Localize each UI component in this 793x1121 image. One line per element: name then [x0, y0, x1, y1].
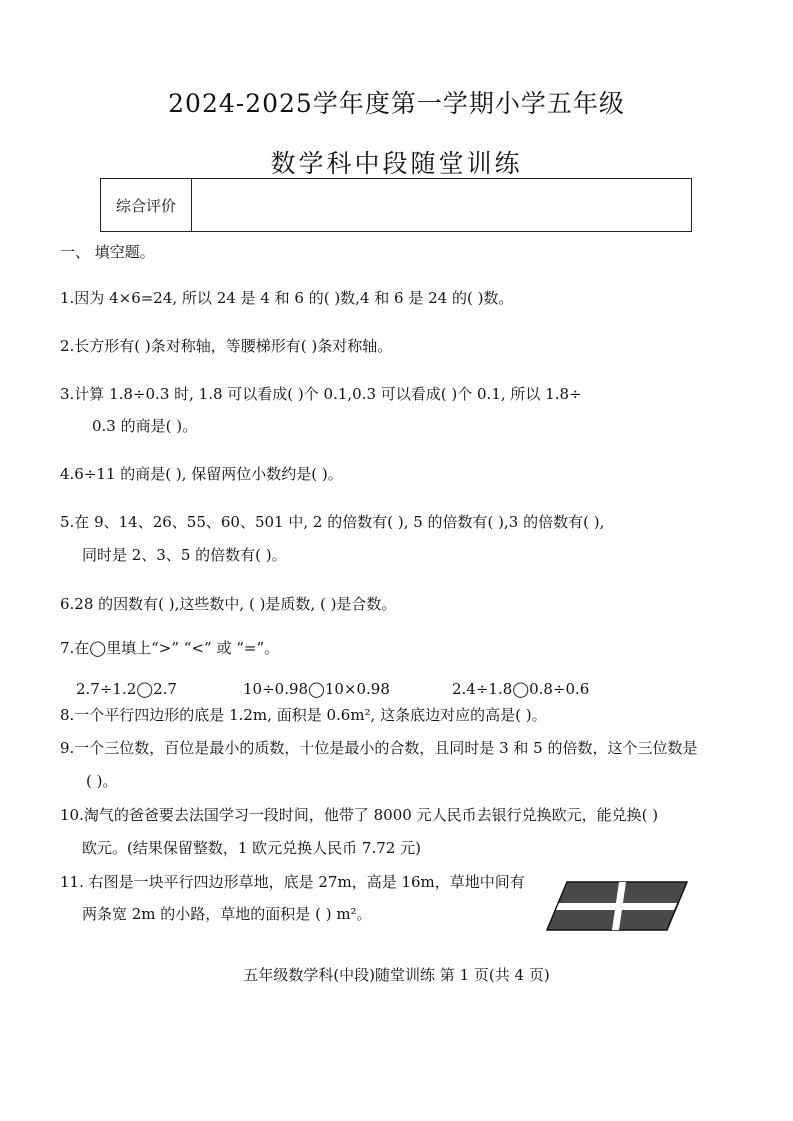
question-1-line-1: 1.因为 4×6=24, 所以 24 是 4 和 6 的( )数,4 和 6 是 24 的( )数。 [60, 289, 514, 307]
comparison-3: 2.4÷1.8◯0.8÷0.6 [452, 680, 590, 698]
comparison-1: 2.7÷1.2◯2.7 [76, 680, 177, 698]
evaluation-value-cell[interactable] [192, 179, 691, 231]
question-5-line-2: 同时是 2、3、5 的倍数有( )。 [82, 546, 287, 564]
question-3-line-1: 3.计算 1.8÷0.3 时, 1.8 可以看成( )个 0.1,0.3 可以看成( )个 0.1, 所以 1.8÷ [60, 385, 582, 403]
question-6-line-1: 6.28 的因数有( ),这些数中, ( )是质数, ( )是合数。 [60, 595, 397, 613]
page-footer: 五年级数学科(中段)随堂训练 第 1 页(共 4 页) [243, 966, 550, 984]
question-9-line-2: ( )。 [86, 772, 118, 790]
question-5-line-1: 5.在 9、14、26、55、60、501 中, 2 的倍数有( ), 5 的倍数有( ),3 的倍数有( ), [60, 513, 605, 531]
question-3-line-2: 0.3 的商是( )。 [92, 417, 198, 435]
question-8-line-1: 8.一个平行四边形的底是 1.2m, 面积是 0.6m², 这条底边对应的高是( )。 [60, 706, 547, 724]
evaluation-label: 综合评价 [101, 179, 192, 231]
question-2-line-1: 2.长方形有( )条对称轴，等腰梯形有( )条对称轴。 [60, 337, 393, 355]
section-heading: 一、 填空题。 [60, 243, 155, 261]
question-10-line-1: 10.淘气的爸爸要去法国学习一段时间，他带了 8000 元人民币去银行兑换欧元，能兑换( ) [60, 806, 659, 824]
question-4-line-1: 4.6÷11 的商是( ), 保留两位小数约是( )。 [60, 465, 343, 483]
comparison-2: 10÷0.98◯10×0.98 [243, 680, 390, 698]
question-10-line-2: 欧元。(结果保留整数，1 欧元兑换人民币 7.72 元) [82, 839, 421, 857]
question-7-line-1: 7.在◯里填上“>” “<” 或 “=”。 [60, 639, 280, 657]
question-11-line-2: 两条宽 2m 的小路，草地的面积是 ( ) m²。 [82, 905, 372, 923]
page-title-line2: 数学科中段随堂训练 [270, 149, 523, 178]
evaluation-table [100, 178, 692, 232]
question-11-line-1: 11. 右图是一块平行四边形草地，底是 27m，高是 16m，草地中间有 [60, 873, 525, 891]
parallelogram-lawn-figure [545, 880, 690, 932]
question-9-line-1: 9.一个三位数，百位是最小的质数，十位是最小的合数，且同时是 3 和 5 的倍数，这个三位数是 [60, 739, 698, 757]
page-title-line1: 2024-2025学年度第一学期小学五年级 [168, 89, 625, 118]
